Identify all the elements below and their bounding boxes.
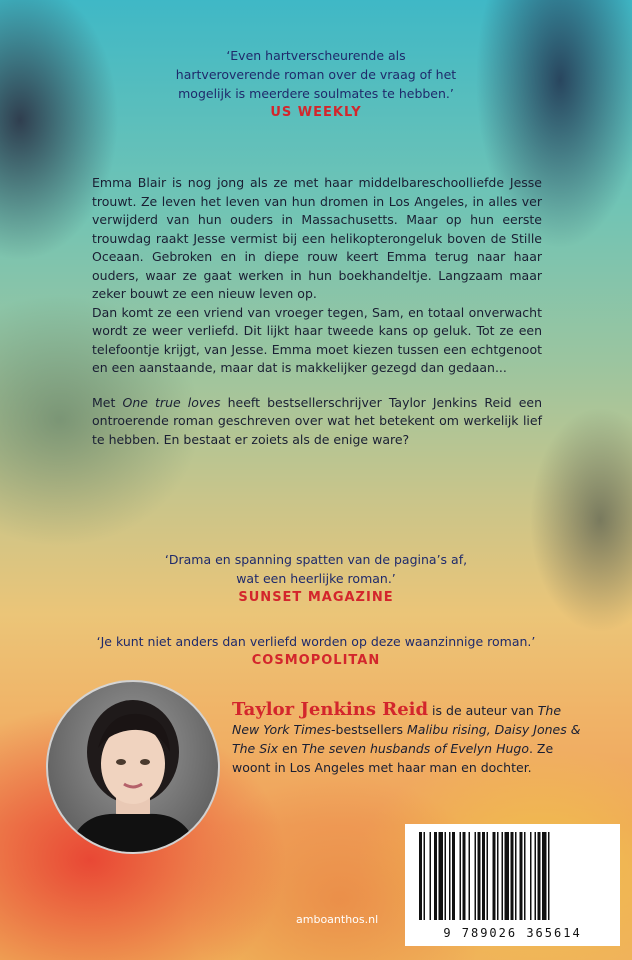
barcode-bar (475, 832, 477, 920)
barcode-bar (497, 832, 499, 920)
barcode-bar (493, 832, 496, 920)
blurb-paragraph-3 (92, 394, 542, 450)
barcode-bar (430, 832, 432, 920)
quote-line: ‘Je kunt niet anders dan verliefd worden op deze waanzinnige roman.’ (96, 634, 536, 649)
quote-sunset-magazine (0, 550, 632, 605)
bio-italic: The seven husbands of Evelyn Hugo (301, 741, 529, 756)
barcode-bar (424, 832, 426, 920)
barcode-bar (482, 832, 485, 920)
barcode-bar (515, 832, 517, 920)
blurb-text: Met (92, 394, 123, 410)
quote-line: hartveroverende roman over de vraag of het (175, 67, 457, 82)
author-portrait-icon (48, 682, 218, 852)
book-title: One true loves (122, 394, 221, 410)
publisher-url: amboanthos.nl (296, 913, 379, 926)
barcode-bar (542, 832, 547, 920)
quote-cosmopolitan (0, 632, 632, 668)
blurb-body (92, 174, 542, 449)
barcode-bar (520, 832, 523, 920)
bio-italic: Malibu rising, Daisy Jones & The Six (232, 722, 581, 756)
author-name: Taylor Jenkins Reid (232, 699, 429, 720)
barcode-bar (460, 832, 462, 920)
barcode-bar (478, 832, 481, 920)
barcode-bar (439, 832, 444, 920)
barcode-bar (452, 832, 455, 920)
bio-text: -bestsellers (331, 722, 408, 737)
author-bio (232, 700, 582, 777)
quote-line: ‘Drama en spanning spatten van de pagina’s af, (164, 552, 468, 567)
barcode-bar (419, 832, 422, 920)
blurb-text: heeft bestsellerschrijver Taylor Jenkins Reid een ontroerende roman geschreven over wat het betekent om werkelijk lief te hebben. En bestaat er zoiets als de enige ware? (92, 394, 542, 447)
barcode-bars (405, 824, 620, 924)
bio-italic: The New York Times (232, 703, 562, 737)
barcode-bar (445, 832, 447, 920)
barcode-bar (538, 832, 541, 920)
blurb-paragraph-2: Dan komt ze een vriend van vroeger tegen, Sam, en totaal onverwacht wordt ze weer verliefd. Dit lijkt haar tweede kans op geluk. Tot ze een telefoontje krijgt, van Jesse. Emma moet kiezen tussen een echtgenoot en een aanstaande, maar dat is makkelijker gezegd dan gedaan... (92, 304, 542, 375)
quote-line: mogelijk is meerdere soulmates te hebben.’ (178, 86, 454, 101)
barcode-bar (511, 832, 514, 920)
author-photo (46, 680, 220, 854)
barcode-bar (535, 832, 537, 920)
isbn-digits: 9 789026 365614 (443, 926, 582, 940)
barcode-bar (530, 832, 532, 920)
quote-source: SUNSET MAGAZINE (238, 590, 394, 605)
bio-text: . Ze woont in Los Angeles met haar man en dochter. (232, 741, 554, 775)
quote-line: ‘Even hartverscheurende als (226, 48, 406, 63)
barcode-bar (469, 832, 471, 920)
barcode-bar (463, 832, 466, 920)
quote-line: wat een heerlijke roman.’ (236, 571, 396, 586)
bio-text: en (278, 741, 302, 756)
barcode-bar (548, 832, 550, 920)
quote-us-weekly (0, 46, 632, 120)
barcode-bar (449, 832, 451, 920)
barcode-bar (434, 832, 437, 920)
barcode-bar (502, 832, 504, 920)
barcode-bar (524, 832, 526, 920)
isbn-barcode (405, 824, 620, 946)
quote-source: US WEEKLY (270, 105, 362, 120)
barcode-bar (505, 832, 510, 920)
blurb-paragraph-1: Emma Blair is nog jong als ze met haar middelbareschoolliefde Jesse trouwt. Ze leven het leven van hun dromen in Los Angeles, in alles ver verwijderd van hun ouders in Massachusetts. Maar op hun eerste trouwdag raakt Jesse vermist bij een helikopterongeluk boven de Stille Oceaan. Gebroken en in diepe rouw keert Emma terug naar haar ouders, waar ze gaat werken in hun boekhandeltje. Langzaam maar zeker bouwt ze een nieuw leven op. (92, 175, 542, 301)
quote-source: COSMOPOLITAN (251, 653, 381, 668)
barcode-bar (487, 832, 489, 920)
bio-text: is de auteur van (428, 703, 538, 718)
